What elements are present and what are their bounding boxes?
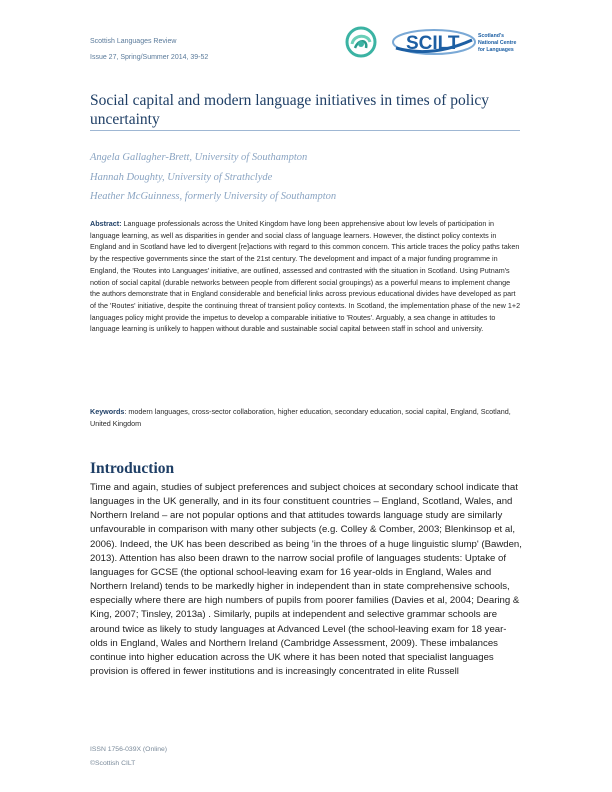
swirl-logo-icon <box>344 26 378 58</box>
title-divider <box>90 130 520 131</box>
keywords <box>90 406 522 429</box>
keywords-text: : modern languages, cross-sector collaboration, higher education, secondary education, social capital, England, Scotland, United Kingdom <box>90 407 511 428</box>
abstract-label: Abstract: <box>90 219 122 228</box>
journal-name: Scottish Languages Review <box>90 38 177 45</box>
logo-tagline-3: for Languages <box>478 47 514 53</box>
introduction-body: Time and again, studies of subject preferences and subject choices at secondary school indicate that languages in the UK generally, and in its four constituent countries – England, Scotland, Wales, and Northern Ireland – are not popular options and that attitudes towards language study are similarly unfavourable in comparison with many other subjects (e.g. Colley & Comber, 2003; Blenkinsop et al, 2006). Indeed, the UK has been described as being 'in the throes of a huge linguistic slump' (Bawden, 2013). Attention has also been drawn to the narrow social profile of languages students: Uptake of languages for GCSE (the optional school-leaving exam for 16 year-olds in England, Wales and Northern Ireland) tends to be markedly higher in independent than in state comprehensive schools, especially where there are high numbers of pupils from poorer families (Davies et al, 2004; Dearing & King, 2007; Tinsley, 2013a) . Similarly, pupils at independent and selective grammar schools are around twice as likely to study languages at Advanced Level (the school-leaving exam for 18 year-olds in England, Wales and Northern Ireland (Cambridge Assessment, 2009). These imbalances continue into higher education across the UK where it has been noted that specialist languages provision is offered in fewer institutions and is increasingly concentrated in elite Russell <box>90 482 522 678</box>
footer-issn: ISSN 1756-039X (Online) <box>90 746 168 753</box>
scilt-logo <box>392 28 524 56</box>
author-3: Heather McGuinness, formerly University of Southampton <box>90 191 337 202</box>
article-title: Social capital and modern language initiatives in times of policy uncertainty <box>90 92 490 128</box>
abstract <box>90 218 522 335</box>
logo-tagline-1: Scotland's <box>478 33 505 39</box>
abstract-text: Language professionals across the United Kingdom have long been apprehensive about low levels of participation in language learning, as well as disparities in gender and social class of language learners. However, the distinct policy contexts in England and in Scotland have led to divergent [re]actions with regard to this common concern. This article traces the policy paths taken by the respective governments since the start of the 21st century. The development and impact of a major funding programme in England, the 'Routes into Languages' initiative, are outlined, assessed and contrasted with the situation in Scotland. Using Putnam's notion of social capital (durable networks between people from different social groupings) as a powerful means to implement change the authors demonstrate that in England considerable and beneficial links across previous educational divides have developed as part of the 'Routes' initiative, despite the continuing threat of transient policy contexts. In Scotland, the implementation phase of the new 1+2 languages policy might provide the impetus to develop a comparable initiative to 'Routes'. Arguably, a sea change in attitudes to language learning is unlikely to happen without durable and sustainable social capital between staff in school and university. <box>90 219 521 334</box>
scilt-logo-icon <box>392 28 524 56</box>
journal-header <box>90 34 208 66</box>
logo-wordmark: SCILT <box>406 33 460 54</box>
author-list <box>90 148 336 207</box>
introduction-heading: Introduction <box>90 460 175 477</box>
journal-issue: Issue 27, Spring/Summer 2014, 39-52 <box>90 54 209 61</box>
logo-tagline-2: National Centre <box>478 40 517 46</box>
keywords-label: Keywords <box>90 407 125 416</box>
author-1: Angela Gallagher-Brett, University of Southampton <box>90 152 308 163</box>
footer-copyright: ©Scottish CILT <box>90 760 136 767</box>
author-2: Hannah Doughty, University of Strathclyde <box>90 171 273 183</box>
